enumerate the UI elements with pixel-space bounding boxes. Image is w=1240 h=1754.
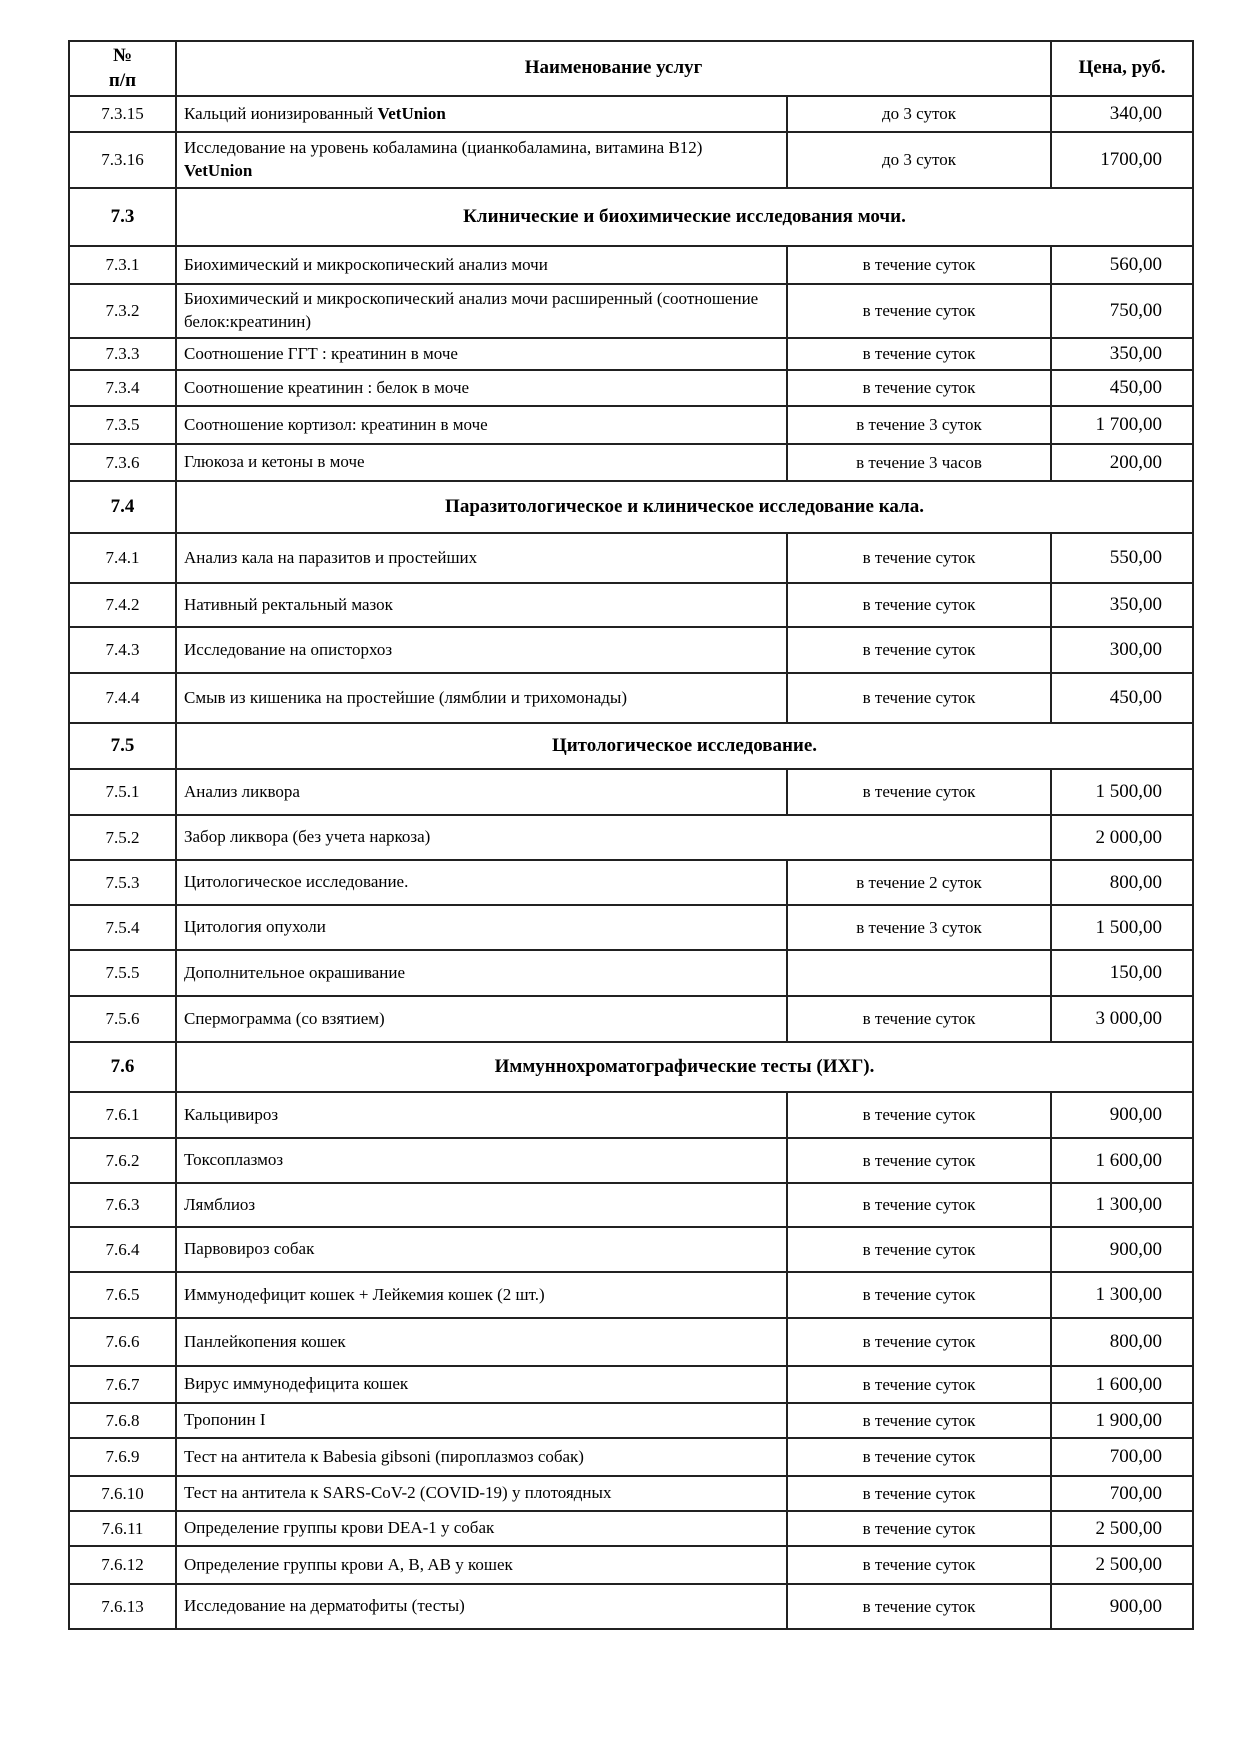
- price: 1 500,00: [1051, 905, 1193, 950]
- service-name: Анализ ликвора: [176, 769, 787, 815]
- service-name: Лямблиоз: [176, 1183, 787, 1227]
- service-name: Вирус иммунодефицита кошек: [176, 1366, 787, 1403]
- turnaround-time: в течение суток: [787, 1227, 1051, 1272]
- service-row: [69, 533, 1193, 583]
- row-number: 7.4.1: [69, 533, 176, 583]
- turnaround-time: в течение суток: [787, 1318, 1051, 1366]
- service-row: [69, 1511, 1193, 1546]
- section-number: 7.6: [69, 1042, 176, 1092]
- price: 800,00: [1051, 1318, 1193, 1366]
- turnaround-time: в течение суток: [787, 1366, 1051, 1403]
- service-name: Нативный ректальный мазок: [176, 583, 787, 627]
- price: 150,00: [1051, 950, 1193, 996]
- section-title: Иммуннохроматографические тесты (ИХГ).: [176, 1042, 1193, 1092]
- row-number: 7.6.9: [69, 1438, 176, 1476]
- service-name: Определение группы крови DEA-1 у собак: [176, 1511, 787, 1546]
- service-name: Спермограмма (со взятием): [176, 996, 787, 1042]
- price: 1 300,00: [1051, 1183, 1193, 1227]
- row-number: 7.4.2: [69, 583, 176, 627]
- service-row: [69, 1138, 1193, 1183]
- turnaround-time: в течение суток: [787, 673, 1051, 723]
- price: 350,00: [1051, 338, 1193, 370]
- row-number: 7.6.10: [69, 1476, 176, 1511]
- service-name: Тест на антитела к Babesia gibsoni (пироплазмоз собак): [176, 1438, 787, 1476]
- turnaround-time: в течение суток: [787, 1403, 1051, 1438]
- turnaround-time: в течение суток: [787, 1584, 1051, 1629]
- service-name: Исследование на уровень кобаламина (цианкобаламина, витамина B12) VetUnion: [176, 132, 787, 188]
- service-name: Соотношение креатинин : белок в моче: [176, 370, 787, 406]
- column-header-number: [69, 41, 176, 96]
- turnaround-time: в течение суток: [787, 370, 1051, 406]
- price: 800,00: [1051, 860, 1193, 905]
- price: 550,00: [1051, 533, 1193, 583]
- row-number: 7.6.4: [69, 1227, 176, 1272]
- price: 700,00: [1051, 1476, 1193, 1511]
- service-row: [69, 860, 1193, 905]
- price: 700,00: [1051, 1438, 1193, 1476]
- row-number: 7.3.4: [69, 370, 176, 406]
- price: 750,00: [1051, 284, 1193, 338]
- service-row: [69, 1476, 1193, 1511]
- row-number: 7.5.4: [69, 905, 176, 950]
- turnaround-time: в течение суток: [787, 1546, 1051, 1584]
- service-name: Биохимический и микроскопический анализ мочи: [176, 246, 787, 284]
- row-number: 7.4.4: [69, 673, 176, 723]
- price: 300,00: [1051, 627, 1193, 673]
- price: 1 300,00: [1051, 1272, 1193, 1318]
- service-row: [69, 444, 1193, 481]
- turnaround-time: в течение суток: [787, 533, 1051, 583]
- price: 1 700,00: [1051, 406, 1193, 444]
- service-row: [69, 1183, 1193, 1227]
- service-row: [69, 1272, 1193, 1318]
- service-name: Тест на антитела к SARS-CoV-2 (COVID-19) у плотоядных: [176, 1476, 787, 1511]
- price-table: [68, 40, 1194, 1630]
- service-name: Исследование на дерматофиты (тесты): [176, 1584, 787, 1629]
- service-name: Панлейкопения кошек: [176, 1318, 787, 1366]
- section-header-row: [69, 1042, 1193, 1092]
- service-name: Соотношение ГГТ : креатинин в моче: [176, 338, 787, 370]
- section-number: 7.3: [69, 188, 176, 246]
- service-name-bold-part: VetUnion: [184, 161, 253, 181]
- price: 450,00: [1051, 673, 1193, 723]
- section-title: Клинические и биохимические исследования мочи.: [176, 188, 1193, 246]
- service-name: Исследование на описторхоз: [176, 627, 787, 673]
- service-name: Соотношение кортизол: креатинин в моче: [176, 406, 787, 444]
- service-row: [69, 1403, 1193, 1438]
- service-row: [69, 673, 1193, 723]
- service-name: Глюкоза и кетоны в моче: [176, 444, 787, 481]
- column-header-number-line2: п/п: [108, 69, 137, 91]
- service-row: [69, 1227, 1193, 1272]
- price: 900,00: [1051, 1092, 1193, 1138]
- turnaround-time: в течение 3 суток: [787, 905, 1051, 950]
- row-number: 7.6.12: [69, 1546, 176, 1584]
- turnaround-time: [787, 950, 1051, 996]
- service-row: [69, 1366, 1193, 1403]
- section-header-row: [69, 723, 1193, 769]
- row-number: 7.4.3: [69, 627, 176, 673]
- turnaround-time: до 3 суток: [787, 96, 1051, 132]
- price: 2 500,00: [1051, 1511, 1193, 1546]
- service-name: Тропонин I: [176, 1403, 787, 1438]
- turnaround-time: в течение 3 суток: [787, 406, 1051, 444]
- service-name: Забор ликвора (без учета наркоза): [176, 815, 1051, 860]
- row-number: 7.5.3: [69, 860, 176, 905]
- price: 1700,00: [1051, 132, 1193, 188]
- row-number: 7.6.2: [69, 1138, 176, 1183]
- row-number: 7.6.6: [69, 1318, 176, 1366]
- service-row: [69, 1318, 1193, 1366]
- service-row: [69, 1092, 1193, 1138]
- service-row: [69, 284, 1193, 338]
- service-name: Иммунодефицит кошек + Лейкемия кошек (2 шт.): [176, 1272, 787, 1318]
- row-number: 7.6.13: [69, 1584, 176, 1629]
- service-row: [69, 96, 1193, 132]
- turnaround-time: в течение суток: [787, 1438, 1051, 1476]
- section-number: 7.4: [69, 481, 176, 533]
- row-number: 7.3.6: [69, 444, 176, 481]
- turnaround-time: в течение 2 суток: [787, 860, 1051, 905]
- section-title: Цитологическое исследование.: [176, 723, 1193, 769]
- service-row: [69, 583, 1193, 627]
- row-number: 7.3.5: [69, 406, 176, 444]
- service-row: [69, 950, 1193, 996]
- price: 2 500,00: [1051, 1546, 1193, 1584]
- price: 560,00: [1051, 246, 1193, 284]
- row-number: 7.6.11: [69, 1511, 176, 1546]
- price: 340,00: [1051, 96, 1193, 132]
- price: 1 500,00: [1051, 769, 1193, 815]
- turnaround-time: в течение суток: [787, 246, 1051, 284]
- service-row: [69, 815, 1193, 860]
- service-name: Дополнительное окрашивание: [176, 950, 787, 996]
- turnaround-time: в течение суток: [787, 627, 1051, 673]
- row-number: 7.5.2: [69, 815, 176, 860]
- price: 900,00: [1051, 1227, 1193, 1272]
- service-row: [69, 627, 1193, 673]
- price: 350,00: [1051, 583, 1193, 627]
- service-name: Смыв из кишеника на простейшие (лямблии и трихомонады): [176, 673, 787, 723]
- turnaround-time: в течение суток: [787, 1272, 1051, 1318]
- service-row: [69, 1438, 1193, 1476]
- column-header-price: Цена, руб.: [1051, 41, 1193, 96]
- service-name: Токсоплазмоз: [176, 1138, 787, 1183]
- row-number: 7.3.15: [69, 96, 176, 132]
- section-number: 7.5: [69, 723, 176, 769]
- service-name: Биохимический и микроскопический анализ мочи расширенный (соотношение белок:креатинин): [176, 284, 787, 338]
- turnaround-time: в течение суток: [787, 1476, 1051, 1511]
- turnaround-time: до 3 суток: [787, 132, 1051, 188]
- service-row: [69, 338, 1193, 370]
- service-name-bold-part: VetUnion: [377, 103, 446, 123]
- service-name: Парвовироз собак: [176, 1227, 787, 1272]
- service-row: [69, 905, 1193, 950]
- service-name: Цитология опухоли: [176, 905, 787, 950]
- turnaround-time: в течение суток: [787, 338, 1051, 370]
- row-number: 7.3.2: [69, 284, 176, 338]
- row-number: 7.6.7: [69, 1366, 176, 1403]
- row-number: 7.6.3: [69, 1183, 176, 1227]
- turnaround-time: в течение суток: [787, 1183, 1051, 1227]
- column-header-number-line1: №: [112, 45, 133, 66]
- service-row: [69, 996, 1193, 1042]
- row-number: 7.5.1: [69, 769, 176, 815]
- section-header-row: [69, 481, 1193, 533]
- service-name: Определение группы крови A, B, AB у кошек: [176, 1546, 787, 1584]
- table-header-row: [69, 41, 1193, 96]
- section-title: Паразитологическое и клиническое исследование кала.: [176, 481, 1193, 533]
- price: 3 000,00: [1051, 996, 1193, 1042]
- turnaround-time: в течение суток: [787, 583, 1051, 627]
- price: 200,00: [1051, 444, 1193, 481]
- turnaround-time: в течение суток: [787, 1511, 1051, 1546]
- service-row: [69, 1546, 1193, 1584]
- turnaround-time: в течение суток: [787, 996, 1051, 1042]
- service-name: Цитологическое исследование.: [176, 860, 787, 905]
- row-number: 7.3.16: [69, 132, 176, 188]
- row-number: 7.3.3: [69, 338, 176, 370]
- row-number: 7.5.5: [69, 950, 176, 996]
- service-row: [69, 769, 1193, 815]
- section-header-row: [69, 188, 1193, 246]
- turnaround-time: в течение суток: [787, 1092, 1051, 1138]
- turnaround-time: в течение 3 часов: [787, 444, 1051, 481]
- table-body: [69, 96, 1193, 1629]
- turnaround-time: в течение суток: [787, 769, 1051, 815]
- row-number: 7.3.1: [69, 246, 176, 284]
- price: 1 600,00: [1051, 1138, 1193, 1183]
- row-number: 7.6.1: [69, 1092, 176, 1138]
- service-row: [69, 246, 1193, 284]
- row-number: 7.5.6: [69, 996, 176, 1042]
- price: 450,00: [1051, 370, 1193, 406]
- column-header-services: Наименование услуг: [176, 41, 1051, 96]
- service-name: Кальций ионизированный VetUnion: [176, 96, 787, 132]
- service-name: Анализ кала на паразитов и простейших: [176, 533, 787, 583]
- service-row: [69, 132, 1193, 188]
- turnaround-time: в течение суток: [787, 284, 1051, 338]
- price: 900,00: [1051, 1584, 1193, 1629]
- row-number: 7.6.5: [69, 1272, 176, 1318]
- price: 1 600,00: [1051, 1366, 1193, 1403]
- price: 1 900,00: [1051, 1403, 1193, 1438]
- row-number: 7.6.8: [69, 1403, 176, 1438]
- service-row: [69, 406, 1193, 444]
- price: 2 000,00: [1051, 815, 1193, 860]
- service-row: [69, 370, 1193, 406]
- service-row: [69, 1584, 1193, 1629]
- service-name: Кальцивироз: [176, 1092, 787, 1138]
- turnaround-time: в течение суток: [787, 1138, 1051, 1183]
